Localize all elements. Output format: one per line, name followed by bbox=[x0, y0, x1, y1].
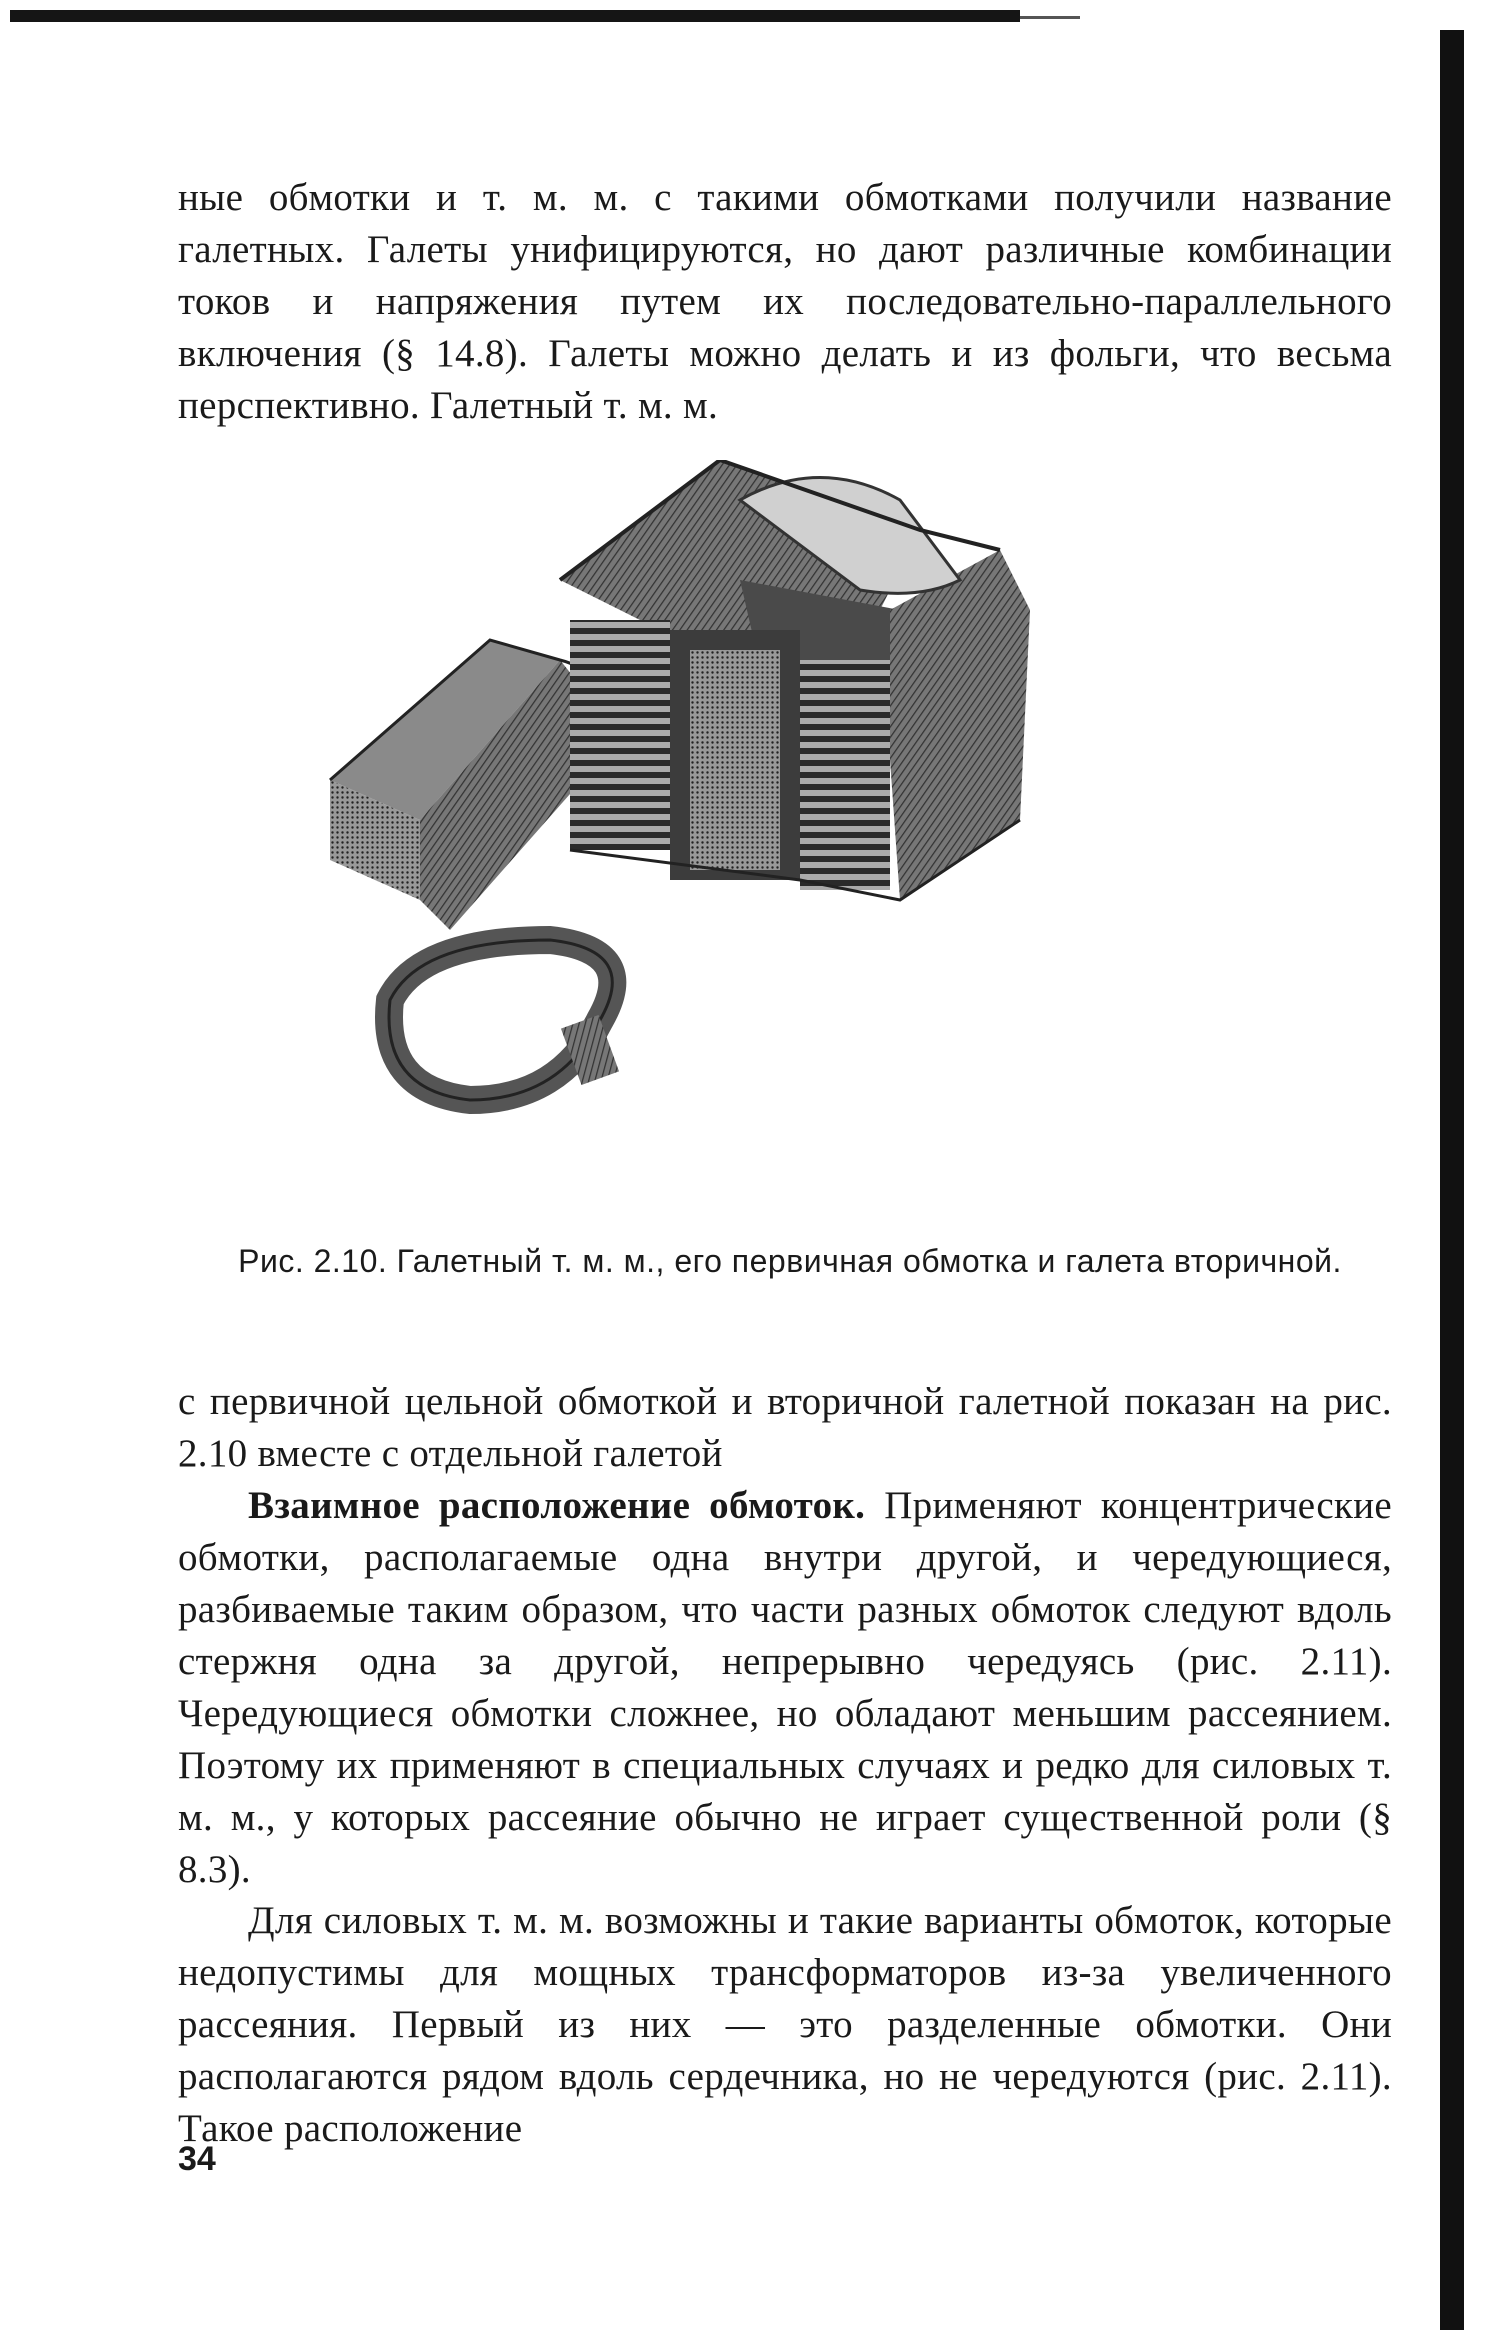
paragraph-mutual-block bbox=[178, 1480, 1392, 1896]
paragraph-mutual-text: Применяют концентрические обмотки, располагаемые одна внутри другой, и чередующиеся, разбиваемые таким образом, что части разных обмоток следуют вдоль стержня одна за другой, непрерывно чередуясь (рис. 2.11). Чередующиеся обмотки сложнее, но обладают меньшим рассеянием. Поэтому их применяют в специальных случаях и редко для силовых т. м. м., у которых рассеяние обычно не играет существенной роли (§ 8.3). bbox=[178, 1484, 1392, 1891]
galette-ring bbox=[389, 940, 619, 1100]
primary-winding bbox=[330, 640, 600, 930]
transformer-illustration bbox=[300, 460, 1280, 1190]
paragraph-power-block bbox=[178, 1895, 1392, 2155]
paragraph-after-figure: с первичной цельной обмоткой и вторичной галетной показан на рис. 2.10 вместе с отдельной галетой bbox=[178, 1380, 1392, 1475]
paragraph-top: ные обмотки и т. м. м. с такими обмотками получили название галетных. Галеты унифицируются, но дают различные комбинации токов и напряжения путем их последовательно-параллельного включения (§ 14.8). Галеты можно делать и из фольги, что весьма перспективно. Галетный т. м. м. bbox=[178, 176, 1392, 427]
scan-edge-right bbox=[1440, 30, 1464, 2330]
paragraph-after-figure-block bbox=[178, 1376, 1392, 1480]
paragraph-top-block bbox=[178, 172, 1392, 432]
scan-edge-top-fragment bbox=[1020, 16, 1080, 19]
scan-edge-top bbox=[10, 10, 1020, 22]
transformer-body bbox=[560, 460, 1030, 900]
figure-caption: Рис. 2.10. Галетный т. м. м., его первичная обмотка и галета вторичной. bbox=[238, 1243, 1342, 1279]
page-number: 34 bbox=[178, 2140, 216, 2178]
section-heading: Взаимное расположение обмоток. bbox=[248, 1484, 866, 1527]
paragraph-mutual-arrangement bbox=[178, 1480, 1392, 1896]
figure-transformer-photo bbox=[300, 460, 1280, 1190]
paragraph-power-transformers: Для силовых т. м. м. возможны и такие варианты обмоток, которые недопустимы для мощных трансформаторов из-за увеличенного рассеяния. Первый из них — это разделенные обмотки. Они располагаются рядом вдоль сердечника, но не чередуются (рис. 2.11). Такое расположение bbox=[178, 1899, 1392, 2150]
